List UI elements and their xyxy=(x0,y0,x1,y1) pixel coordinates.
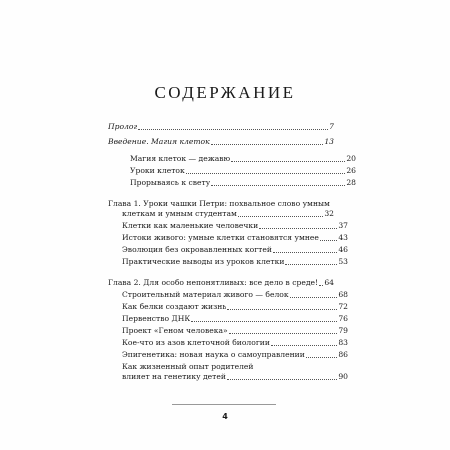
toc-entry-prologue[interactable] xyxy=(108,122,334,132)
toc-entry[interactable] xyxy=(108,178,356,188)
toc-entry-text: Эволюция без окровавленных когтей xyxy=(122,245,272,254)
toc-entry-text: Глава 2. Для особо непонятливых: все дело в среде! xyxy=(108,278,319,287)
dot-leader xyxy=(227,309,337,310)
toc-entry[interactable] xyxy=(108,154,356,164)
toc-entry-text: Строительный материал живого — белок xyxy=(122,290,289,299)
toc-entry[interactable] xyxy=(108,290,348,300)
toc-entry-page: 68 xyxy=(338,290,348,299)
toc-entry-text: Первенство ДНК xyxy=(122,314,191,323)
toc-entry-text: Кое-что из азов клеточной биологии xyxy=(122,338,270,347)
dot-leader xyxy=(285,264,337,265)
toc-entry[interactable] xyxy=(108,302,348,312)
dot-leader xyxy=(273,252,337,253)
dot-leader xyxy=(229,333,338,334)
toc-entry-text-line-2: влияет на генетику детей xyxy=(122,372,226,382)
toc-entry-text: Как белки создают жизнь xyxy=(122,302,227,311)
toc-entry[interactable] xyxy=(108,245,348,255)
toc-entry-page: 53 xyxy=(338,257,348,266)
toc-entry-text: Уроки клеток xyxy=(130,166,185,175)
toc-entry-page: 43 xyxy=(338,233,348,242)
toc-entry-page: 76 xyxy=(338,314,348,323)
toc-entry[interactable] xyxy=(108,257,348,267)
toc-entry[interactable] xyxy=(108,350,348,360)
toc-entry[interactable] xyxy=(108,326,348,336)
dot-leader xyxy=(319,285,323,286)
toc-entry-page: 83 xyxy=(338,338,348,347)
toc-entry[interactable] xyxy=(108,221,348,231)
toc-entry-text: Эпигенетика: новая наука о самоуправлении xyxy=(122,350,305,359)
dot-leader xyxy=(306,357,338,358)
toc-entry-text: Пролог xyxy=(108,122,138,131)
toc-entry-text: Введение. Магия клеток xyxy=(108,137,210,146)
toc-entry[interactable] xyxy=(108,166,356,176)
toc-entry-page: 26 xyxy=(346,166,356,175)
dot-leader xyxy=(191,321,337,322)
toc-entry-page: 79 xyxy=(338,326,348,335)
dot-leader xyxy=(227,379,337,380)
page-title: СОДЕРЖАНИЕ xyxy=(154,83,296,102)
dot-leader xyxy=(138,129,328,130)
footer-rule xyxy=(172,404,276,405)
toc-entry-page: 86 xyxy=(338,350,348,359)
toc-entry-text-line-1: Как жизненный опыт родителей xyxy=(122,362,254,371)
toc-entry[interactable] xyxy=(108,362,348,382)
toc-entry-text: Клетки как маленькие человечки xyxy=(122,221,259,230)
toc-entry-introduction[interactable] xyxy=(108,137,334,147)
dot-leader xyxy=(271,345,337,346)
toc-entry-page: 28 xyxy=(346,178,356,187)
toc-entry-page: 90 xyxy=(338,372,348,382)
toc-entry-text: Практические выводы из уроков клетки xyxy=(122,257,285,266)
dot-leader xyxy=(238,216,323,217)
toc-entry-page: 20 xyxy=(346,154,356,163)
toc-entry-text: Истоки живого: умные клетки становятся умнее xyxy=(122,233,319,242)
toc-entry-page: 46 xyxy=(338,245,348,254)
toc-entry-page: 37 xyxy=(338,221,348,230)
toc-entry[interactable] xyxy=(108,338,348,348)
toc-entry-text-line-2: клеткам и умным студентам xyxy=(122,209,237,219)
dot-leader xyxy=(186,173,346,174)
toc-entry-text: Прорываясь к свету xyxy=(130,178,211,187)
toc-entry-chapter-2[interactable] xyxy=(108,278,334,288)
toc-entry-text: Проект «Геном человека» xyxy=(122,326,228,335)
toc-entry-text: Магия клеток — дежавю xyxy=(130,154,231,163)
toc-entry-text-line-1: Глава 1. Уроки чашки Петри: похвальное слово умным xyxy=(108,199,330,208)
toc-entry-chapter-1[interactable] xyxy=(108,199,334,219)
dot-leader xyxy=(259,228,337,229)
toc-entry[interactable] xyxy=(108,314,348,324)
toc-entry-page: 7 xyxy=(329,122,334,131)
dot-leader xyxy=(211,185,345,186)
toc-entry-page: 72 xyxy=(338,302,348,311)
toc-entry[interactable] xyxy=(108,233,348,243)
dot-leader xyxy=(320,240,337,241)
page-number: 4 xyxy=(222,412,228,421)
dot-leader xyxy=(231,161,345,162)
toc-entry-page: 64 xyxy=(324,278,334,287)
dot-leader xyxy=(211,144,324,145)
toc-entry-page: 32 xyxy=(324,209,334,219)
toc-entry-page: 13 xyxy=(324,137,334,146)
dot-leader xyxy=(290,297,338,298)
